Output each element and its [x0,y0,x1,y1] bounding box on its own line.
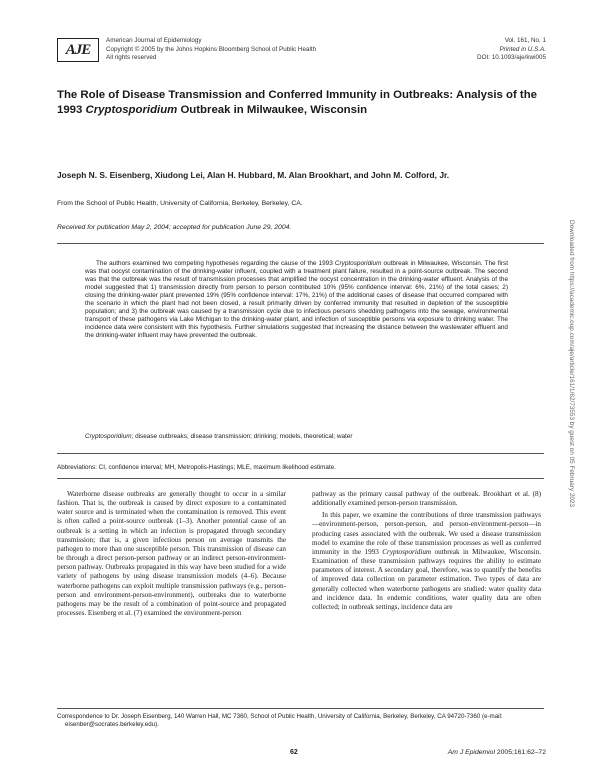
footer-citation [448,749,546,756]
abbreviations: Abbreviations: CI, confidence interval; MH, Metropolis-Hastings; MLE, maximum likelihood estimate. [57,464,336,471]
abstract-part1: The authors examined two competing hypotheses regarding the cause of the 1993 [96,260,335,267]
citation-text: 2005;161:62–72 [494,749,546,756]
journal-logo [57,38,99,62]
page-number: 62 [290,749,298,756]
doi[interactable]: DOI: 10.1093/aje/kwi005 [477,54,546,62]
logo-text: AJE [65,41,91,58]
divider-top [57,243,544,244]
download-watermark [567,220,577,580]
paragraph [312,511,541,612]
printed-in: Printed in U.S.A. [499,45,546,53]
journal-abbrev: Am J Epidemiol [447,749,495,756]
keywords-rest: ; disease outbreaks; disease transmission; drinking; models, theoretical; water [131,433,353,440]
header-left [106,37,426,63]
title-italic: Cryptosporidium [85,103,178,116]
body-column-left [57,490,286,618]
abstract [85,260,508,340]
paragraph-part: outbreak in Milwaukee, Wisconsin. Examination of these transmission pathways requires the ability to estimate parameters of interest. A secondary goal, therefore, was to quantify the benefits of improved data collection on parameter estimation. Two types of data are generally collected when waterborne pathogens are studied: water quality data and incidence data. In endemic conditions, water quality data are often collected; in outbreak settings, incidence data are [312,547,541,611]
author-list: Joseph N. S. Eisenberg, Xiudong Lei, Alan H. Hubbard, M. Alan Brookhart, and John M. Colford, Jr. [57,170,450,180]
paragraph: Waterborne disease outbreaks are generally thought to occur in a similar fashion. That is, the outbreak is caused by direct exposure to a contaminated water source and is terminated when the contamination is removed. This event is often called a point-source outbreak (1–3). Another potential cause of an outbreak is a setting in which an infection is propagated through secondary transmission; that is, a given infectious person on average transmits the pathogen to more than one susceptible person. This transmission of disease can be through a direct person-person pathway or an indirect person-environment-person pathway. Outbreaks propagated in this way have been studied for a wide variety of pathogens by using disease transmission models (4–6). Because waterborne pathogens can exploit multiple transmission pathways (e.g., person-person and environment-person-environment), outbreaks due to waterborne pathogens may be the result of a combination of point-source and propagated processes. Eisenberg et al. (7) examined the environment-person [57,490,286,618]
abstract-part2: outbreak in Milwaukee, Wisconsin. The first was that oocyst contamination of the drinking-water influent, coupled with a treatment plant failure, resulted in a point-source outbreak. The second was that the outbreak was the result of transmission processes that amplified the oocyst concentration in the drinking-water effluent. Analysis of the model suggested that 1) transmission directly from person to person contributed 10% (95% confidence interval: 6%, 21%) of the total cases; 2) closing the drinking-water plant prevented 19% (95% confidence interval: 17%, 21%) of the additional cases of disease that occurred compared with the scenario in which the plant had not been closed, a result primarily driven by conferred immunity that resulted in depletion of the susceptible population; and 3) the outbreak was caused by a transmission cycle due to infectious persons shedding pathogens into the sewage, environmental transport of these pathogens via Lake Michigan to the drinking-water plant, and infection of susceptible persons via exposure to drinking water. The incidence data were consistent with this hypothesis. Further simulations suggested that increasing the distance between the wastewater effluent and the drinking-water influent may have prevented the outbreak. [85,260,508,340]
abstract-italic: Cryptosporidium [334,260,382,267]
keyword-italic: Cryptosporidium [85,433,132,440]
volume-issue: Vol. 161, No. 1 [504,37,546,44]
correspondence: Correspondence to Dr. Joseph Eisenberg, 140 Warren Hall, MC 7360, School of Public Health, University of California, Berkeley, Berkeley, CA 94720-7360 (e-mail: eisenber@socrates.berkeley.edu). [57,713,503,728]
affiliation: From the School of Public Health, University of California, Berkeley, Berkeley, CA. [57,200,303,207]
journal-name: American Journal of Epidemiology [106,37,202,44]
body-column-right [312,490,541,612]
divider-lower [57,478,544,479]
watermark-text[interactable]: Downloaded from https://academic.oup.com/aje/article/161/1/62/73553 by guest on 05 February 2023 [568,220,575,508]
title-part2: Outbreak in Milwaukee, Wisconsin [177,103,368,116]
keywords [85,433,508,441]
title-part1: The Role of Disease Transmission and Conferred Immunity in Outbreaks: Analysis of the 1993 [57,89,537,116]
paragraph-italic: Cryptosporidium [382,547,432,556]
paragraph: pathway as the primary causal pathway of the outbreak. Brookhart et al. (8) additionally examined person-person transmission. [312,490,541,508]
header-right [386,37,546,63]
received-dates: Received for publication May 2, 2004; accepted for publication June 29, 2004. [57,224,292,231]
article-title [57,88,537,117]
divider-middle [57,453,544,454]
copyright-line: Copyright © 2005 by the Johns Hopkins Bloomberg School of Public Health [106,45,317,53]
divider-footer [57,708,544,709]
rights-line: All rights reserved [106,54,157,62]
paragraph-part: In this paper, we examine the contributions of three transmission pathways—environment-person, person-person, and person-environment-person—in producing cases associated with the outbreak. We used a disease transmission model to examine the role of these transmission processes as well as conferred immunity in the 1993 [312,511,541,556]
